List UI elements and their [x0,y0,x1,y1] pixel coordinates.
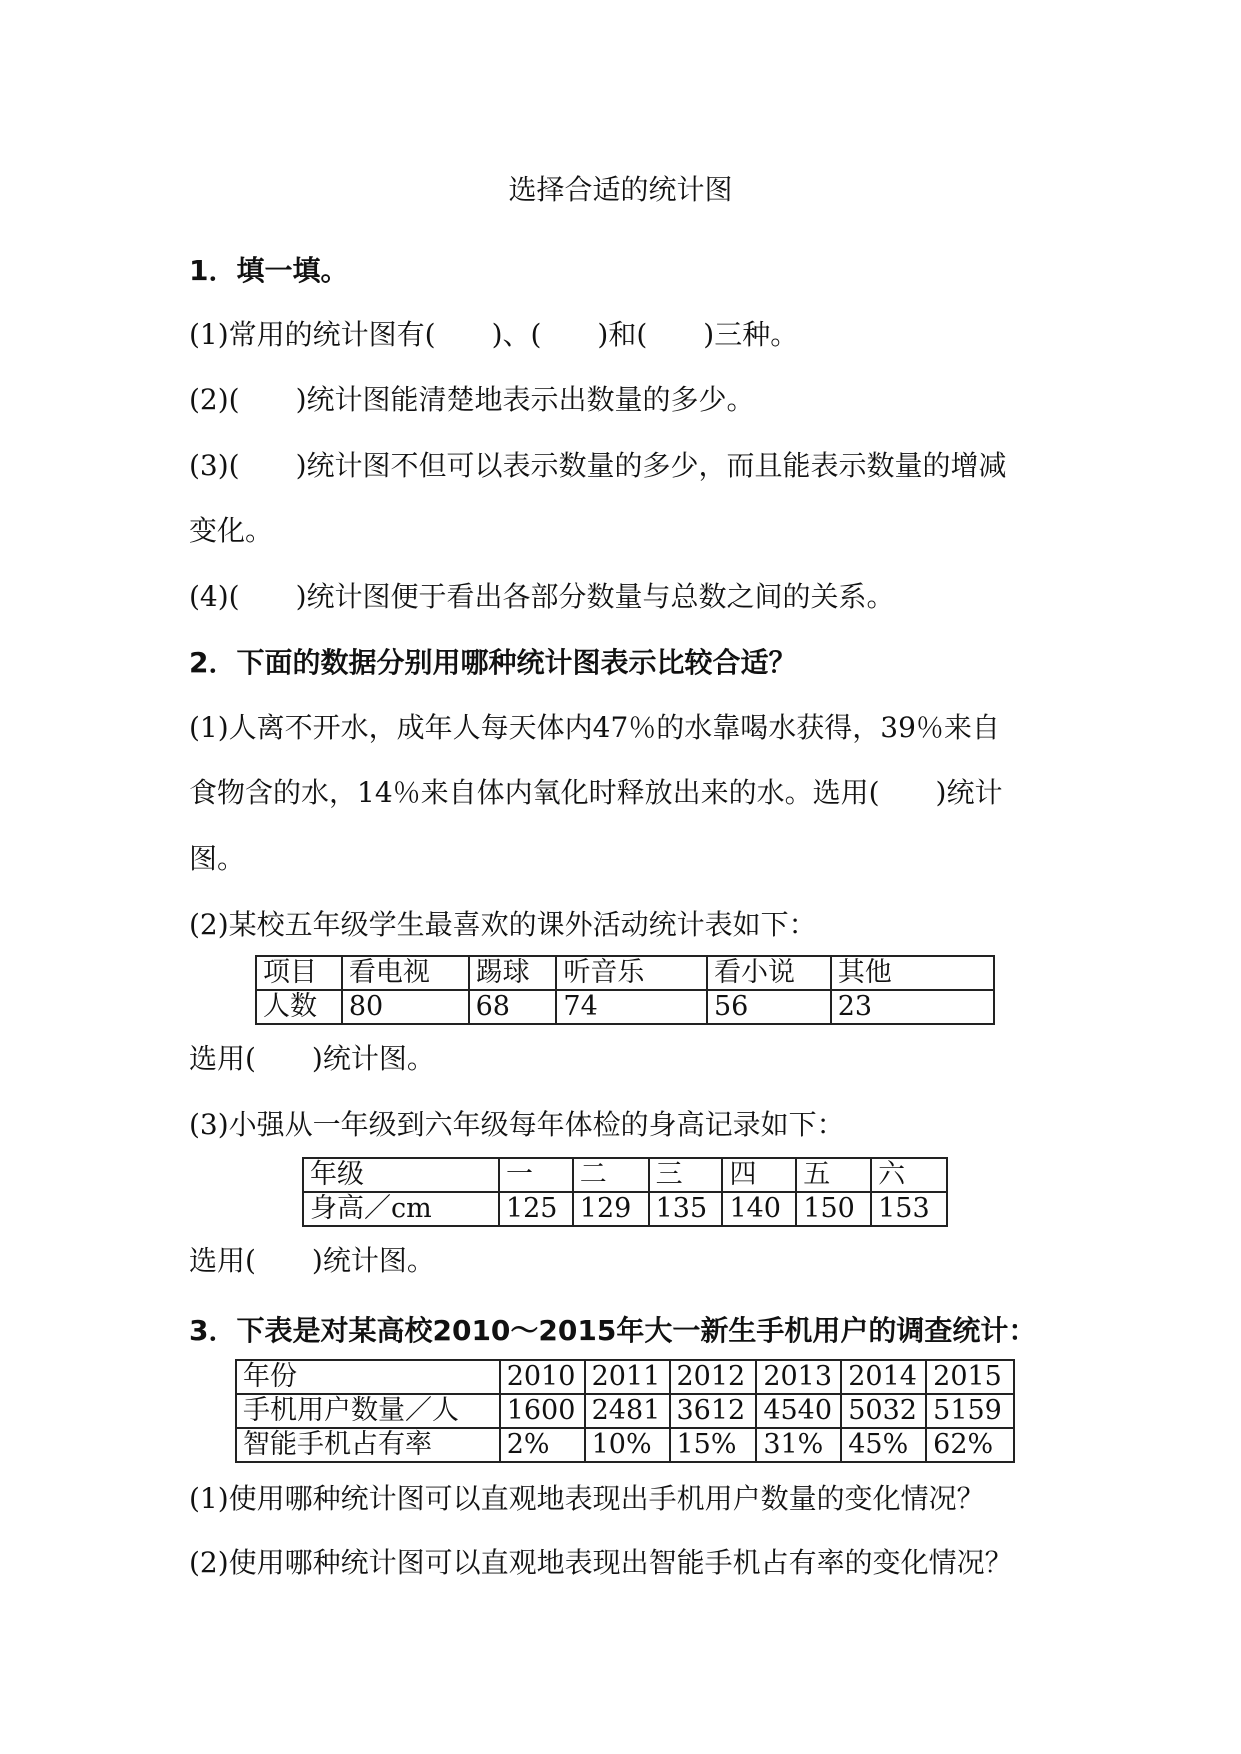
table-cell: 129 [573,1192,649,1226]
table-cell: 年级 [303,1158,499,1192]
phone-users-table [235,1359,1015,1463]
table-cell: 15% [670,1428,757,1462]
table-cell: 1600 [500,1394,585,1428]
table-cell: 看小说 [707,956,831,990]
table-cell: 看电视 [342,956,469,990]
table-cell: 74 [556,990,707,1024]
table-cell: 四 [722,1158,796,1192]
table-cell: 一 [499,1158,573,1192]
table-header-row [303,1158,947,1192]
table-cell: 其他 [831,956,994,990]
q1-item: (3)( )统计图不但可以表示数量的多少，而且能表示数量的增减 [189,449,1007,482]
table-cell: 年份 [236,1360,500,1394]
table-cell: 4540 [756,1394,841,1428]
q1-item: (1)常用的统计图有( )、( )和( )三种。 [189,318,799,351]
q3-item: (2)使用哪种统计图可以直观地表现出智能手机占有率的变化情况？ [189,1546,1013,1579]
table-cell: 二 [573,1158,649,1192]
table-cell: 2015 [926,1360,1014,1394]
question-3-heading: 3．下表是对某高校2010～2015年大一新生手机用户的调查统计： [189,1314,1037,1347]
q1-item: 变化。 [189,514,274,547]
table-cell: 150 [796,1192,871,1226]
table-cell: 身高／cm [303,1192,499,1226]
table-cell: 手机用户数量／人 [236,1394,500,1428]
table-cell: 智能手机占有率 [236,1428,500,1462]
table-cell: 人数 [256,990,342,1024]
question-2-heading: 2．下面的数据分别用哪种统计图表示比较合适？ [189,646,797,679]
table-cell: 10% [585,1428,670,1462]
page-title: 选择合适的统计图 [508,173,733,206]
table-cell: 153 [871,1192,947,1226]
table-cell: 80 [342,990,469,1024]
q2-p1-line: 图。 [189,842,246,875]
table-cell: 听音乐 [556,956,707,990]
question-1-heading: 1．填一填。 [189,254,349,287]
table-row [256,990,994,1024]
height-table [302,1157,948,1227]
table-cell: 三 [649,1158,723,1192]
q2-p3: (3)小强从一年级到六年级每年体检的身高记录如下： [189,1108,845,1141]
table-row [236,1394,1014,1428]
table-cell: 125 [499,1192,573,1226]
q2-p2: (2)某校五年级学生最喜欢的课外活动统计表如下： [189,908,817,941]
q2-answer-3: 选用( )统计图。 [189,1244,435,1277]
q2-answer-2: 选用( )统计图。 [189,1042,435,1075]
table-cell: 2010 [500,1360,585,1394]
table-row [303,1192,947,1226]
table-cell: 45% [841,1428,926,1462]
table-cell: 31% [756,1428,841,1462]
table-row [236,1428,1014,1462]
table-header-row [256,956,994,990]
table-cell: 2013 [756,1360,841,1394]
table-cell: 5032 [841,1394,926,1428]
table-cell: 68 [469,990,557,1024]
table-cell: 五 [796,1158,871,1192]
q1-item: (2)( )统计图能清楚地表示出数量的多少。 [189,383,755,416]
table-cell: 56 [707,990,831,1024]
q1-item: (4)( )统计图便于看出各部分数量与总数之间的关系。 [189,580,895,613]
table-cell: 项目 [256,956,342,990]
table-cell: 2% [500,1428,585,1462]
table-cell: 140 [722,1192,796,1226]
table-cell: 六 [871,1158,947,1192]
table-cell: 5159 [926,1394,1014,1428]
table-cell: 2014 [841,1360,926,1394]
table-cell: 62% [926,1428,1014,1462]
q2-p1-line: (1)人离不开水，成年人每天体内47％的水靠喝水获得，39％来自 [189,711,1000,744]
q3-item: (1)使用哪种统计图可以直观地表现出手机用户数量的变化情况？ [189,1482,985,1515]
table-cell: 3612 [670,1394,757,1428]
table-header-row [236,1360,1014,1394]
table-cell: 2012 [670,1360,757,1394]
activity-table [255,955,995,1025]
q2-p1-line: 食物含的水，14％来自体内氧化时释放出来的水。选用( )统计 [189,776,1003,809]
table-cell: 2481 [585,1394,670,1428]
table-cell: 踢球 [469,956,557,990]
table-cell: 135 [649,1192,723,1226]
table-cell: 2011 [585,1360,670,1394]
table-cell: 23 [831,990,994,1024]
